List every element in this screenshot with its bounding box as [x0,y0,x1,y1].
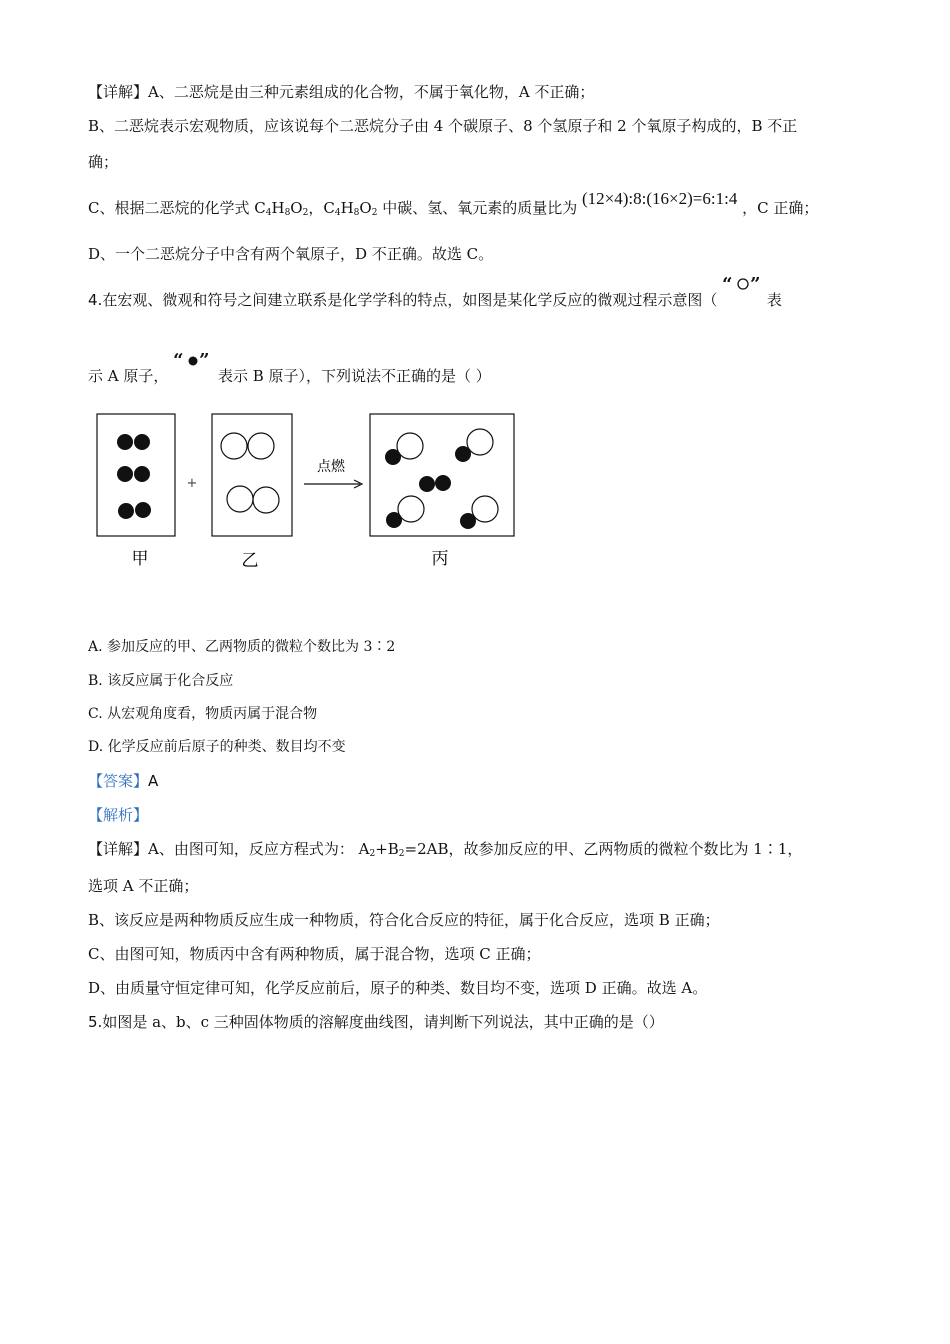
option-a: A. 参加反应的甲、乙两物质的微粒个数比为 3∶2 [88,639,396,655]
question-4-text-c: 示 A 原子， [88,367,169,385]
mass-ratio-formula: (12×4):8:(16×2)=6:1:4 [582,189,738,208]
molecules-jia [117,434,151,519]
open-circle-icon [736,277,750,291]
question-4-text-b: 表 [766,291,782,309]
analysis-detail-a-suffix: ，故参加反应的甲、乙两物质的微粒个数比为 1∶1， [448,840,803,858]
reaction-diagram [88,404,528,584]
answer-label: 【答案】 [88,772,149,790]
analysis-detail-a-prefix: 【详解】A、由图可知，反应方程式为： [88,840,354,858]
label-bing: 丙 [431,549,449,569]
plus-sign: + [186,476,198,491]
detail-line-d: D、一个二恶烷分子中含有两个氧原子，D 不正确。故选 C。 [88,245,494,263]
arrow-label: 点燃 [317,459,345,475]
molecules-bing [385,429,498,529]
question-5-text: 如图是 a、b、c 三种固体物质的溶解度曲线图，请判断下列说法，其中正确的是（） [102,1013,664,1031]
analysis-detail-b: B、该反应是两种物质反应生成一种物质，符合化合反应的特征，属于化合反应，选项 B 正确； [88,911,720,929]
detail-line-a: 【详解】A、二恶烷是由三种元素组成的化合物，不属于氧化物，A 不正确； [88,83,595,101]
molecules-yi [221,433,279,513]
reaction-equation: $A_2+B_2=2AB$ [358,840,449,859]
analysis-label: 【解析】 [88,806,149,824]
question-4-text-d: 表示 B 原子），下列说法不正确的是（ ） [217,367,491,385]
label-jia: 甲 [131,549,149,569]
label-yi: 乙 [241,551,259,571]
question-5-number: 5. [88,1013,103,1031]
option-d: D. 化学反应前后原子的种类、数目均不变 [88,739,346,755]
analysis-detail-d: D、由质量守恒定律可知，化学反应前后，原子的种类、数目均不变，选项 D 正确。故选 A。 [88,979,708,997]
detail-c-middle: 中碳、氢、氧元素的质量比为 [382,199,578,217]
question-5-stem [88,1012,664,1032]
question-4-stem [88,274,782,311]
filled-circle-legend-icon: “ ” [173,350,209,371]
filled-circle-icon [187,355,199,367]
analysis-detail-a-cont: 选项 A 不正确； [88,877,199,895]
analysis-detail-c: C、由图可知，物质丙中含有两种物质，属于混合物，选项 C 正确； [88,945,541,963]
detail-c-prefix: C、根据二恶烷的化学式 C [88,199,266,217]
question-4-number: 4. [88,291,103,309]
detail-line-b: B、二恶烷表示宏观物质，应该说每个二恶烷分子由 4 个碳原子、8 个氢原子和 2 个氧原子构成的，B 不正 [88,117,798,135]
box-yi [212,414,292,536]
answer-line [88,771,158,791]
answer-value: A [148,772,159,790]
detail-line-c: C、根据二恶烷的化学式 $C_4H_8O_2$，$C_4H_8O_2$ 中碳、氢、氧元素的质量比为 (12×4):8:(16×2)=6:1:4 ，C 正确； [88,189,819,218]
option-c: C. 从宏观角度看，物质丙属于混合物 [88,706,318,722]
option-b: B. 该反应属于化合反应 [88,673,234,689]
question-4-stem-cont [88,350,491,387]
question-4-text-a: 在宏观、微观和符号之间建立联系是化学学科的特点，如图是某化学反应的微观过程示意图（ [102,291,718,309]
detail-line-b-cont: 确； [88,153,119,171]
detail-c-suffix: ，C 正确； [742,199,819,217]
analysis-detail-a [88,839,802,864]
open-circle-legend-icon: “ ” [722,274,760,295]
